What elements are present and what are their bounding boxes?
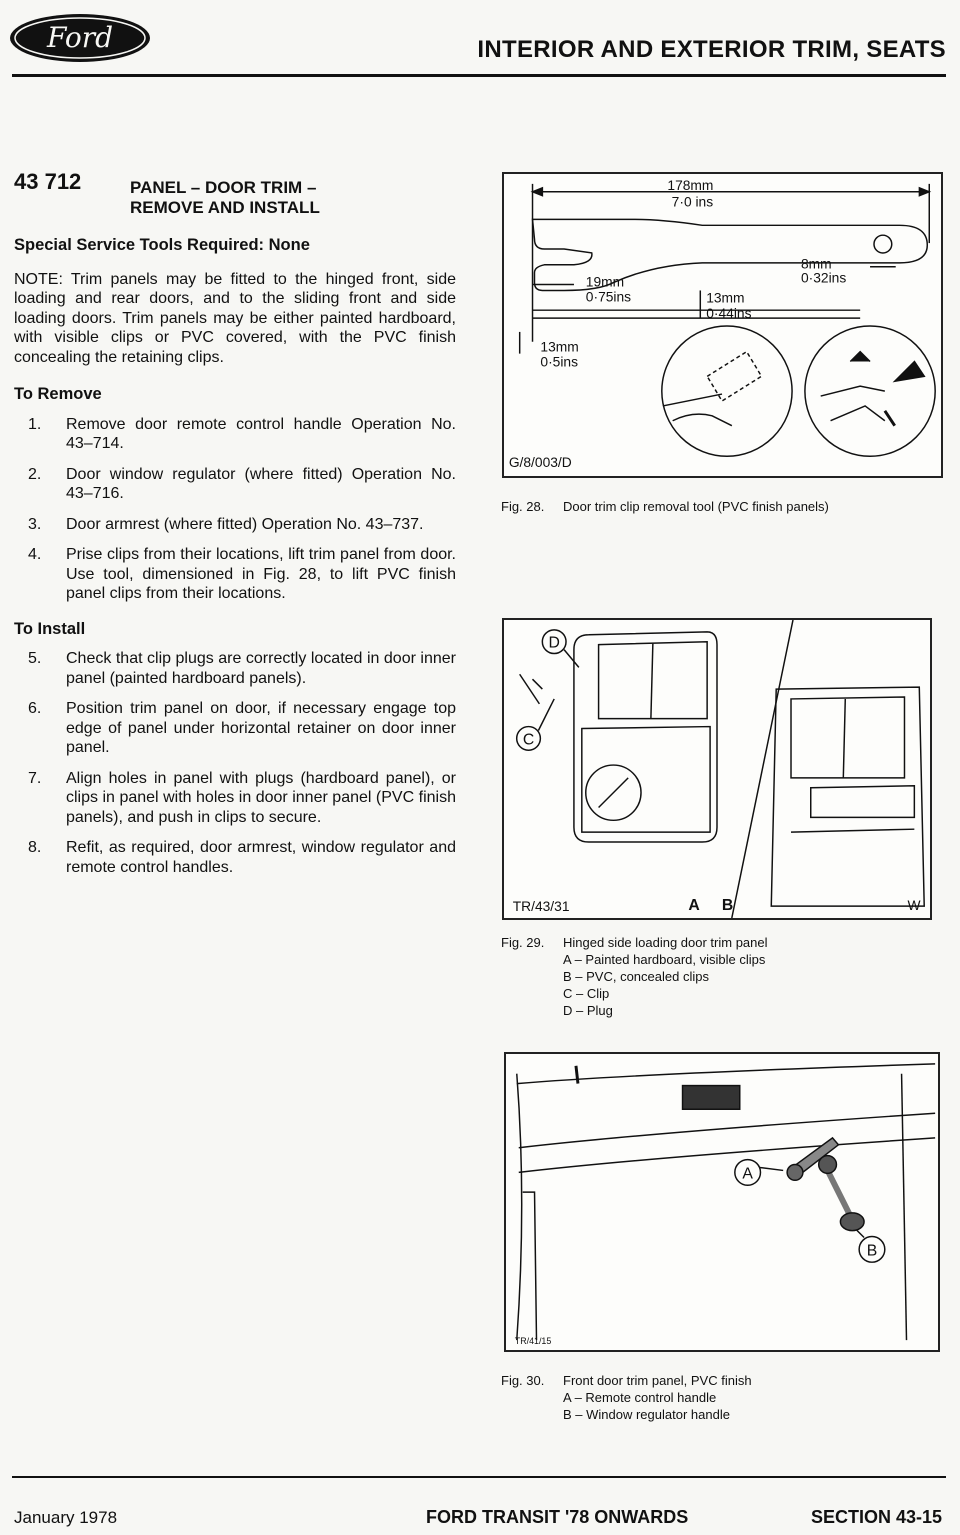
- list-item: [14, 769, 456, 828]
- label-b: B: [721, 897, 734, 915]
- special-tools-line: Special Service Tools Required: None: [14, 236, 310, 254]
- step-text: Align holes in panel with plugs (hardboard panel), or clips in panel with holes in door inner panel (PVC finish panels), and push in clips to secure.: [66, 769, 456, 826]
- label-d: D: [548, 634, 560, 652]
- step-number: 6.: [28, 700, 42, 717]
- operation-title-line1: PANEL – DOOR TRIM –: [130, 178, 317, 197]
- remove-steps: [14, 415, 456, 604]
- legend-item: A – Painted hardboard, visible clips: [563, 952, 766, 967]
- footer-date: January 1978: [14, 1508, 118, 1527]
- dim-19-mm: 19mm: [585, 273, 625, 290]
- list-item: [14, 415, 456, 454]
- figure-28-clip-tool: [502, 172, 943, 478]
- list-item: [14, 545, 456, 604]
- dim-length-in: 7·0 ins: [671, 193, 714, 210]
- logo-text: Ford: [46, 21, 114, 54]
- label-b: B: [866, 1242, 878, 1260]
- legend-item: D – Plug: [563, 1003, 613, 1018]
- list-item: [14, 838, 456, 877]
- figure-29-hinged-door: [502, 618, 932, 920]
- remove-heading: To Remove: [14, 385, 102, 403]
- dim-13a-in: 0·44ins: [706, 305, 752, 322]
- figure-30-ref: TR/41/15: [514, 1336, 552, 1347]
- label-w: W: [907, 897, 921, 914]
- step-text: Remove door remote control handle Operation No. 43–714.: [66, 415, 456, 452]
- list-item: [14, 465, 456, 504]
- label-a: A: [688, 897, 700, 915]
- figure-29-ref: TR/43/31: [512, 898, 570, 915]
- install-steps: [14, 649, 456, 877]
- caption-text: Front door trim panel, PVC finish: [563, 1373, 752, 1388]
- install-heading: To Install: [14, 619, 86, 638]
- footer-section: SECTION 43-15: [810, 1507, 942, 1527]
- operation-title-line2: REMOVE AND INSTALL: [130, 198, 320, 217]
- legend-item: B – Window regulator handle: [563, 1407, 730, 1422]
- caption-number: Fig. 29.: [501, 935, 545, 950]
- step-text: Position trim panel on door, if necessary engage top edge of panel under horizontal retainer on door inner panel.: [66, 700, 456, 756]
- label-c: C: [522, 731, 535, 749]
- figure-30-caption: [501, 1372, 941, 1423]
- step-text: Prise clips from their locations, lift trim panel from door. Use tool, dimensioned in Fig. 28, to lift PVC finish panel clips from their locations.: [66, 546, 456, 602]
- dim-13b-mm: 13mm: [540, 338, 579, 355]
- legend-item: B – PVC, concealed clips: [563, 969, 709, 984]
- dim-8-mm: 8mm: [800, 255, 832, 272]
- figure-28-ref: G/8/003/D: [508, 454, 572, 471]
- caption-number: Fig. 28.: [501, 499, 545, 514]
- step-number: 4.: [28, 546, 42, 563]
- legend-item: C – Clip: [563, 986, 610, 1001]
- figure-28-caption: [501, 498, 941, 515]
- label-a: A: [742, 1165, 753, 1183]
- footer-publication: FORD TRANSIT '78 ONWARDS: [426, 1507, 689, 1527]
- note-paragraph: NOTE: Trim panels may be fitted to the hinged front, side loading and rear doors, and to the sliding front and side loading doors. Trim panels may be either painted hardboard, with visible clips or PVC covered, with the PVC finish concealing the retaining clips.: [14, 270, 456, 366]
- footer-rule: [12, 1476, 946, 1478]
- dim-19-in: 0·75ins: [585, 288, 632, 305]
- dim-13b-in: 0·5ins: [540, 353, 578, 370]
- step-number: 2.: [28, 465, 42, 483]
- step-text: Door armrest (where fitted) Operation No. 43–737.: [66, 515, 424, 533]
- step-text: Check that clip plugs are correctly located in door inner panel (painted hardboard panels).: [66, 650, 456, 687]
- operation-number: 43 712: [14, 169, 82, 194]
- operation-title: [130, 170, 456, 218]
- dim-length-mm: 178mm: [667, 176, 714, 193]
- legend-item: A – Remote control handle: [563, 1390, 717, 1405]
- operation-text: [14, 170, 456, 888]
- caption-text: Door trim clip removal tool (PVC finish panels): [563, 499, 829, 514]
- list-item: [14, 699, 456, 758]
- page-header-title: INTERIOR AND EXTERIOR TRIM, SEATS: [477, 36, 946, 63]
- header-rule: [12, 74, 946, 77]
- step-number: 8.: [28, 839, 42, 856]
- step-number: 7.: [28, 769, 42, 787]
- figure-29-caption: [501, 934, 941, 1019]
- step-number: 1.: [28, 415, 42, 433]
- dim-13a-mm: 13mm: [706, 289, 745, 306]
- figure-30-front-door: [504, 1052, 940, 1352]
- step-text: Refit, as required, door armrest, window regulator and remote control handles.: [66, 839, 456, 876]
- step-number: 5.: [28, 650, 42, 667]
- caption-text: Hinged side loading door trim panel: [563, 935, 768, 950]
- step-number: 3.: [28, 515, 42, 533]
- list-item: [14, 649, 456, 688]
- list-item: [14, 515, 456, 535]
- dim-8-in: 0·32ins: [800, 269, 847, 286]
- step-text: Door window regulator (where fitted) Operation No. 43–716.: [66, 465, 456, 502]
- caption-number: Fig. 30.: [501, 1373, 545, 1388]
- ford-logo: [8, 12, 152, 64]
